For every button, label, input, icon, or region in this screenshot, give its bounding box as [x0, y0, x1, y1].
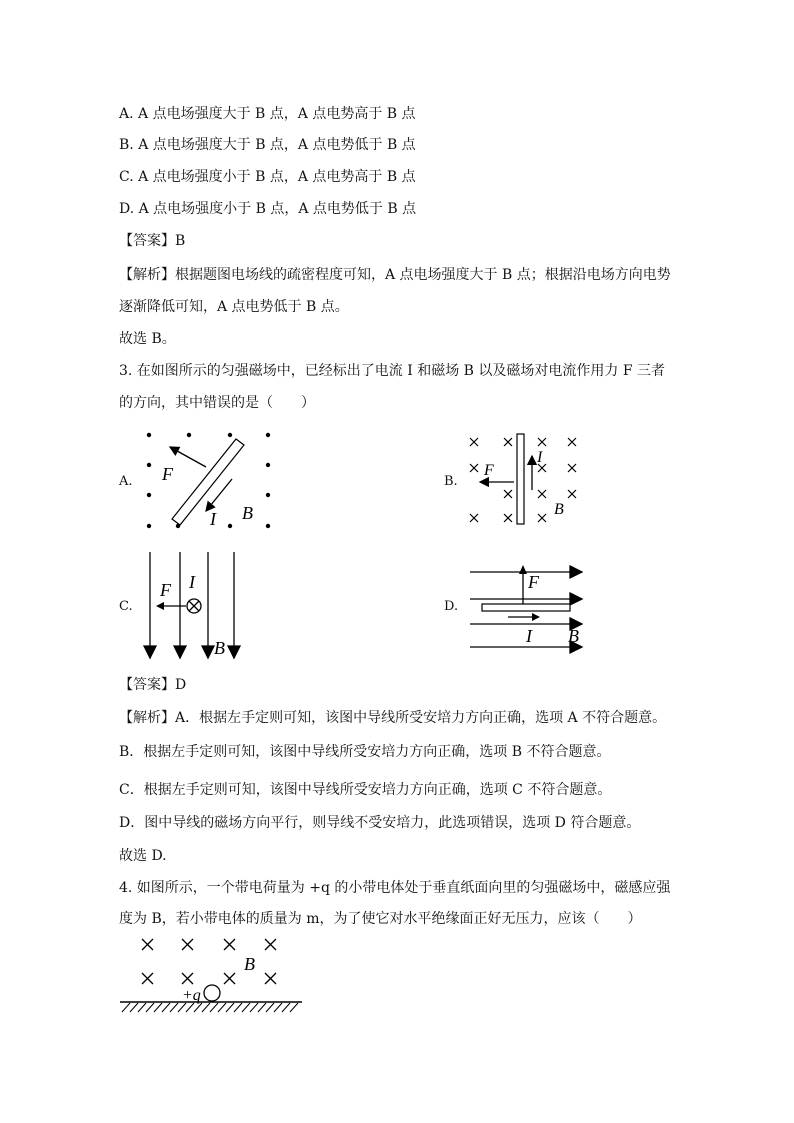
- q3-conclusion: 故选 D.: [119, 848, 167, 864]
- figure-b-label: B.: [444, 474, 458, 489]
- q3-analysis-b: B．根据左手定则可知，该图中导线所受安培力方向正确，选项 B 不符合题意。: [119, 744, 611, 760]
- q3-analysis-d: D．图中导线的磁场方向平行，则导线不受安培力，此选项错误，选项 D 符合题意。: [119, 815, 641, 831]
- figure-a-I: I: [210, 509, 216, 529]
- q2-option-a: A. A 点电场强度大于 B 点，A 点电势高于 B 点: [119, 106, 416, 122]
- figure-d-label: D.: [444, 599, 459, 614]
- q4-stem-line1: 4. 如图所示，一个带电荷量为 +q 的小带电体处于垂直纸面向里的匀强磁场中，磁感应强: [119, 880, 671, 896]
- figure-a: [140, 425, 280, 535]
- figure-c-B: B: [214, 638, 225, 658]
- figure-d-B: B: [568, 626, 579, 646]
- figure-b: [462, 432, 586, 528]
- q2-option-c: C. A 点电场强度小于 B 点，A 点电势高于 B 点: [119, 169, 416, 185]
- q2-analysis-line2: 逐渐降低可知，A 点电势低于 B 点。: [119, 299, 349, 315]
- figure-c-F: F: [160, 580, 171, 600]
- figure-c-label: C.: [119, 599, 133, 614]
- q3-analysis-a: 【解析】A．根据左手定则可知，该图中导线所受安培力方向正确，选项 A 不符合题意。: [119, 710, 667, 726]
- figure-q4-B: B: [244, 954, 255, 974]
- figure-d-F: F: [528, 572, 539, 592]
- figure-d: [468, 562, 590, 656]
- q3-answer: 【答案】D: [119, 677, 187, 693]
- figure-a-F: F: [162, 464, 173, 484]
- q2-analysis-line1: 【解析】根据题图电场线的疏密程度可知，A 点电场强度大于 B 点；根据沿电场方向电势: [119, 267, 671, 283]
- figure-c: [140, 550, 250, 662]
- q2-conclusion: 故选 B。: [119, 331, 176, 347]
- figure-q4-q: +q: [182, 987, 201, 1004]
- q2-option-d: D. A 点电场强度小于 B 点，A 点电势低于 B 点: [119, 201, 417, 217]
- q3-stem-line2: 的方向，其中错误的是（ ）: [119, 395, 315, 411]
- figure-c-I: I: [189, 572, 195, 592]
- figure-a-B: B: [242, 503, 253, 523]
- figure-b-I: I: [537, 449, 543, 466]
- figure-b-F: F: [484, 462, 494, 479]
- q3-stem-line1: 3. 在如图所示的匀强磁场中，已经标出了电流 I 和磁场 B 以及磁场对电流作用力 F 三者: [119, 363, 666, 379]
- q2-option-b: B. A 点电场强度大于 B 点，A 点电势低于 B 点: [119, 137, 416, 153]
- figure-b-B: B: [554, 501, 564, 518]
- q2-answer: 【答案】B: [119, 233, 186, 249]
- q4-stem-line2: 度为 B，若小带电体的质量为 m，为了使它对水平绝缘面正好无压力，应该（ ）: [119, 911, 642, 927]
- figure-d-I: I: [526, 626, 532, 646]
- figure-a-label: A.: [119, 474, 133, 489]
- figure-q4: [118, 934, 304, 1018]
- q3-analysis-c: C．根据左手定则可知，该图中导线所受安培力方向正确，选项 C 不符合题意。: [119, 782, 612, 798]
